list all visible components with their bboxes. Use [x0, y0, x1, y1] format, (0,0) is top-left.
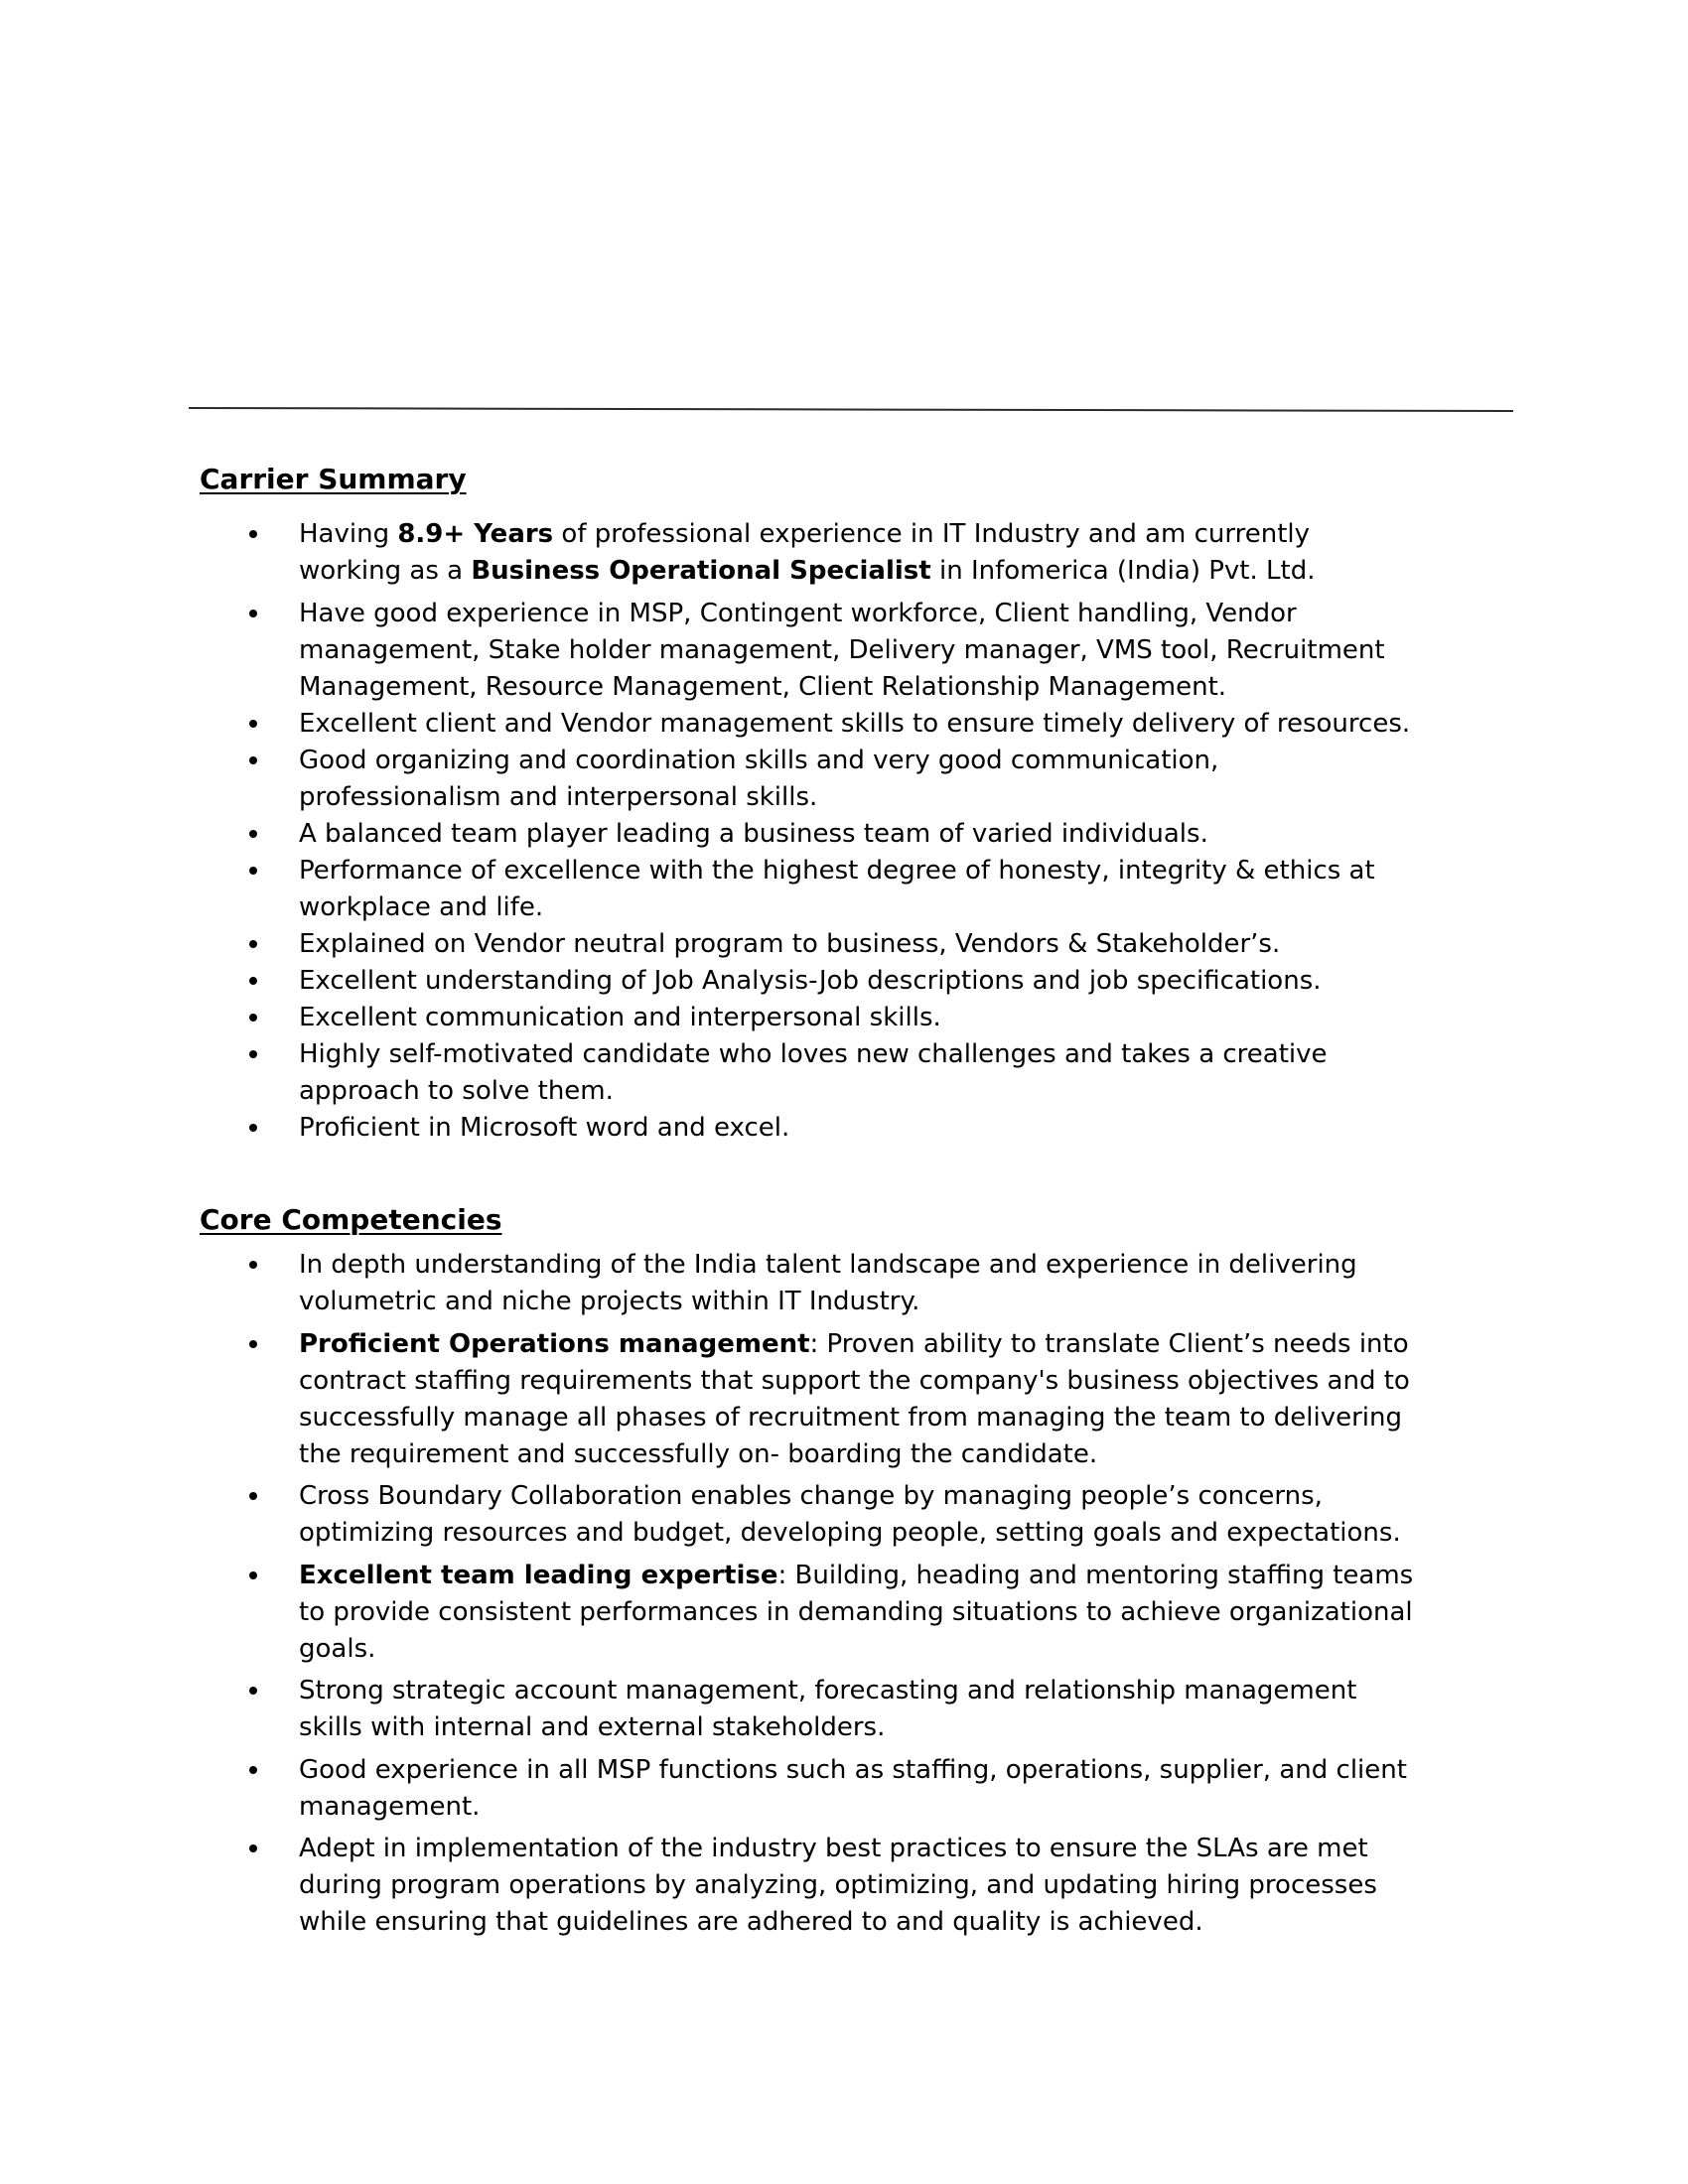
text-line: Good organizing and coordination skills and very good communication, [299, 746, 1219, 775]
text-line: the requirement and successfully on- boarding the candidate. [299, 1438, 1098, 1469]
list-item [0, 706, 1688, 743]
text-line: Explained on Vendor neutral program to business, Vendors & Stakeholder’s. [299, 929, 1281, 959]
text-line: to provide consistent performances in demanding situations to achieve organizational [299, 1596, 1413, 1627]
bullet-icon [249, 1687, 257, 1695]
list-item [0, 1752, 1688, 1826]
list-item [0, 743, 1688, 816]
text: working as a [299, 556, 472, 586]
bullet-icon [249, 1050, 257, 1058]
text-line: optimizing resources and budget, developing people, setting goals and expectations. [299, 1518, 1401, 1548]
horizontal-rule [189, 407, 1513, 412]
list-item [0, 963, 1688, 1000]
bold-text: Business Operational Specialist [471, 556, 931, 586]
text-line: A balanced team player leading a business team of varied individuals. [299, 819, 1208, 849]
section-heading-core-competencies: Core Competencies [200, 1203, 502, 1236]
text-line [299, 1326, 1688, 1363]
bullet-icon [249, 1571, 257, 1579]
text-line: during program operations by analyzing, optimizing, and updating hiring processes [299, 1870, 1377, 1900]
text-line: successfully manage all phases of recruitment from managing the team to delivering [299, 1402, 1403, 1433]
bullet-icon [249, 756, 257, 764]
text-line [299, 553, 1688, 590]
list-item [0, 926, 1688, 963]
text-line: skills with internal and external stakeholders. [299, 1712, 886, 1742]
text-line: Have good experience in MSP, Contingent workforce, Client handling, Vendor [299, 599, 1297, 628]
list-item [0, 516, 1688, 590]
list-item [0, 1326, 1688, 1473]
bold-text: 8.9+ Years [397, 519, 554, 549]
text-line: Adept in implementation of the industry best practices to ensure the SLAs are met [299, 1834, 1368, 1863]
bullet-icon [249, 610, 257, 617]
bullet-icon [249, 830, 257, 838]
text-line: while ensuring that guidelines are adhered to and quality is achieved. [299, 1907, 1203, 1937]
text-line: Excellent communication and interpersonal skills. [299, 1003, 941, 1032]
text-line: goals. [299, 1633, 376, 1664]
list-item [0, 1247, 1688, 1320]
bullet-icon [249, 1844, 257, 1852]
bold-text: Excellent team leading expertise [299, 1560, 778, 1590]
bullet-icon [249, 940, 257, 948]
bullet-icon [249, 1340, 257, 1348]
text-line: Strong strategic account management, forecasting and relationship management [299, 1676, 1357, 1706]
list-item [0, 1036, 1688, 1110]
text-line: Proficient in Microsoft word and excel. [299, 1113, 790, 1143]
text: Having [299, 519, 398, 549]
text-line: Good experience in all MSP functions such as staffing, operations, supplier, and client [299, 1754, 1407, 1785]
text-line: management. [299, 1791, 481, 1822]
text-line: Excellent understanding of Job Analysis-Job descriptions and job specifications. [299, 966, 1322, 996]
text: in Infomerica (India) Pvt. Ltd. [930, 556, 1316, 586]
core-competencies-list [0, 1247, 1688, 1947]
list-item [0, 596, 1688, 706]
text-line: management, Stake holder management, Delivery manager, VMS tool, Recruitment [299, 635, 1385, 665]
list-item [0, 816, 1688, 853]
bullet-icon [249, 1766, 257, 1774]
bullet-icon [249, 867, 257, 875]
list-item [0, 1673, 1688, 1746]
bullet-icon [249, 1261, 257, 1269]
text-line: professionalism and interpersonal skills. [299, 782, 818, 812]
list-item [0, 1478, 1688, 1552]
bullet-icon [249, 1492, 257, 1500]
text-line: approach to solve them. [299, 1076, 614, 1106]
text: : Building, heading and mentoring staffing teams [777, 1560, 1414, 1590]
bullet-icon [249, 1014, 257, 1022]
text: of professional experience in IT Industry and am currently [553, 519, 1311, 549]
list-item [0, 853, 1688, 926]
list-item [0, 1000, 1688, 1036]
text-line: workplace and life. [299, 892, 544, 922]
text-line [299, 516, 1688, 553]
bullet-icon [249, 720, 257, 728]
text-line: Cross Boundary Collaboration enables change by managing people’s concerns, [299, 1481, 1323, 1511]
list-item [0, 1558, 1688, 1668]
text-line: Management, Resource Management, Client Relationship Management. [299, 672, 1227, 702]
bullet-icon [249, 530, 257, 538]
text-line: In depth understanding of the India talent landscape and experience in delivering [299, 1250, 1357, 1280]
text: : Proven ability to translate Client’s needs into [809, 1328, 1409, 1359]
bullet-icon [249, 1124, 257, 1132]
bullet-icon [249, 977, 257, 985]
carrier-summary-list [0, 516, 1688, 1147]
section-heading-carrier-summary: Carrier Summary [200, 463, 467, 495]
text-line: Performance of excellence with the highest degree of honesty, integrity & ethics at [299, 856, 1375, 886]
text-line [299, 1558, 1688, 1594]
text-line: volumetric and niche projects within IT Industry. [299, 1287, 920, 1316]
bold-text: Proficient Operations management [299, 1328, 810, 1359]
text-line: contract staffing requirements that support the company's business objectives and to [299, 1365, 1410, 1396]
text-line: Highly self-motivated candidate who loves new challenges and takes a creative [299, 1039, 1328, 1069]
text-line: Excellent client and Vendor management skills to ensure timely delivery of resources. [299, 709, 1411, 739]
list-item [0, 1831, 1688, 1941]
list-item [0, 1110, 1688, 1147]
